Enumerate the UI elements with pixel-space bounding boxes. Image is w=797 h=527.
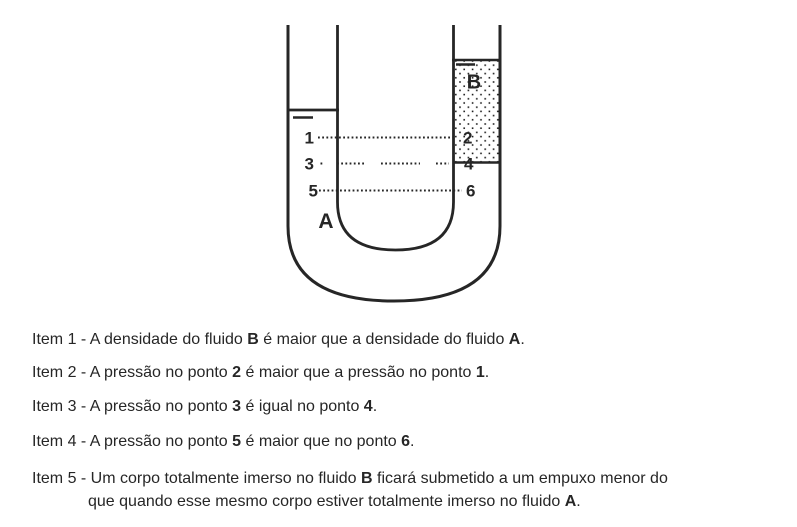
point-2-label: 2 xyxy=(463,128,473,148)
item-3-text: Item 3 - A pressão no ponto 3 é igual no ponto 4. xyxy=(32,398,378,415)
fluid-a-label: A xyxy=(318,210,334,233)
item-5-text-line-1: Item 5 - Um corpo totalmente imerso no fluido B ficará submetido a um empuxo menor do xyxy=(32,470,668,487)
item-5-text-line-2: que quando esse mesmo corpo estiver totalmente imerso no fluido A. xyxy=(88,493,581,510)
item-4-text: Item 4 - A pressão no ponto 5 é maior que no ponto 6. xyxy=(32,433,415,450)
point-1-label: 1 xyxy=(304,128,314,148)
item-1-text: Item 1 - A densidade do fluido B é maior que a densidade do fluido A. xyxy=(32,331,525,348)
point-5-label: 5 xyxy=(308,181,318,201)
point-4-label: 4 xyxy=(464,154,474,174)
point-6-label: 6 xyxy=(466,181,476,201)
fluid-b-label: B xyxy=(466,71,482,94)
point-3-label: 3 xyxy=(304,154,314,174)
item-2-text: Item 2 - A pressão no ponto 2 é maior que a pressão no ponto 1. xyxy=(32,364,490,381)
